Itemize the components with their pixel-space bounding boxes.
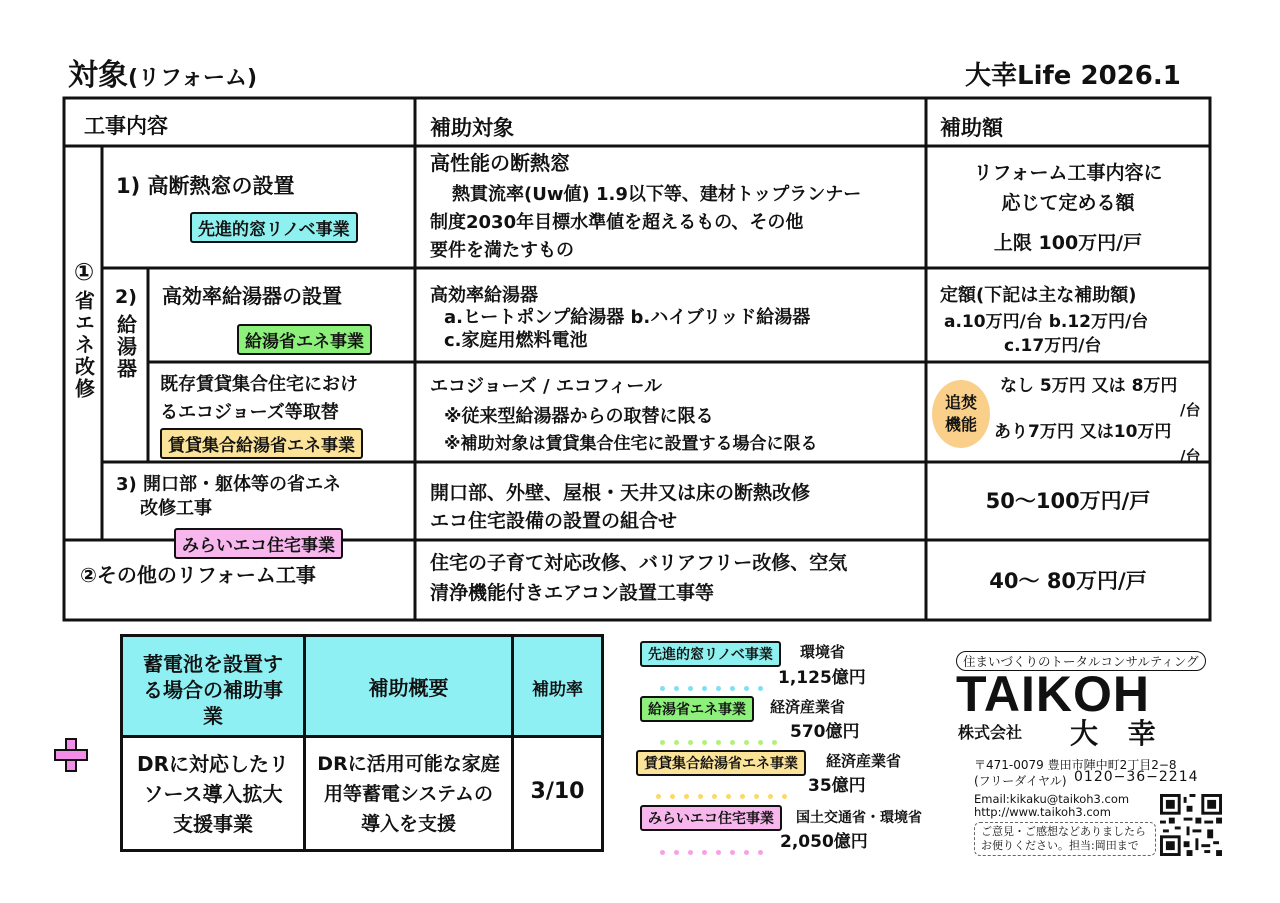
row3-amount-l1: なし 5万円 又は 8万円 [1000,376,1178,396]
row5-amount: 40～ 80万円/戸 [989,569,1147,593]
row2-amount-l2: a.10万円/台 b.12万円/台 [944,312,1149,332]
group1-num: ① [73,258,95,286]
company-note-l2: お便りください。担当:岡田まで [981,839,1139,852]
tag-chintai-kyuto: 賃貸集合給湯省エネ事業 [160,428,363,459]
battery-h3: 補助率 [532,680,583,700]
oidaki-badge-text: 追焚機能 [944,393,977,434]
tag-mirai-eco: みらいエコ住宅事業 [174,528,343,559]
company-kabushiki: 株式会社 [958,723,1023,742]
row2-work: 高効率給湯器の設置 [162,284,342,308]
row3-work-l2: るエコジョーズ等取替 [160,402,339,423]
row3-target-l3: ※補助対象は賃貸集合住宅に設置する場合に限る [444,434,818,454]
company-note-l1: ご意見・ご感想などありましたら [981,825,1146,838]
budget-tag-2: 給湯省エネ事業 [640,696,754,722]
plus-icon [54,738,88,772]
col-header-work: 工事内容 [84,114,168,138]
budget-amount-2: 570億円 [790,722,860,742]
title-main: 対象 [68,58,128,93]
company-note [974,822,1156,856]
battery-c2: DRに活用可能な家庭用等蓄電システムの導入を支援 [317,753,500,835]
budget-dots-4 [660,840,772,848]
row3-target-l1: エコジョーズ / エコフィール [430,376,663,397]
qr-code-icon [1160,794,1222,856]
budget-ministry-2: 経済産業省 [770,698,846,716]
group1-label [68,258,100,400]
row2-target-l3: c.家庭用燃料電池 [444,330,588,351]
row4-target-l2: エコ住宅設備の設置の組合せ [430,510,678,532]
row4-work-l2: 改修工事 [140,498,212,519]
budget-ministry-4: 国土交通省・環境省 [796,810,922,826]
row4-work-l1: 3) 開口部・躯体等の省エネ [116,474,342,495]
budget-tag-1: 先進的窓リノベ事業 [640,641,781,667]
company-address: 〒471-0079 豊田市陣中町2丁目2−8 [974,758,1177,772]
tag-sentan-mado: 先進的窓リノベ事業 [190,212,358,243]
row1-target-l1: 熱貫流率(Uw値) 1.9以下等、建材トップランナー [452,184,862,205]
company-freedial: 0120−36−2214 [1074,769,1199,785]
row2-target-l1: 高効率給湯器 [430,285,538,306]
row2-amount-l1: 定額(下記は主な補助額) [940,285,1137,306]
battery-h2: 補助概要 [368,676,449,700]
row3-amount-l2: /台 [1180,401,1201,419]
row5-target-l1: 住宅の子育て対応改修、バリアフリー改修、空気 [430,552,848,574]
group2-text: 給湯器 [113,314,138,380]
row1-target-title: 高性能の断熱窓 [430,151,570,175]
row1-amount-l3: 上限 100万円/戸 [993,232,1143,254]
budget-amount-1: 1,125億円 [778,668,866,688]
battery-h1: 蓄電池を設置する場合の補助事業 [143,652,283,728]
group2-label [106,286,146,380]
row1-amount-l1: リフォーム工事内容に [973,162,1163,184]
company-freedial-label: (フリーダイヤル) [974,774,1067,788]
brand-date: 大幸Life 2026.1 [965,61,1181,91]
budget-amount-4: 2,050億円 [780,832,868,852]
group2-num: 2) [115,286,137,308]
group1-text: 省エネ改修 [71,290,96,400]
budget-dots-2 [660,730,786,738]
battery-table [120,634,604,852]
row1-amount-l2: 応じて定める額 [1001,192,1135,214]
row3-amount-l4: /台 [1180,447,1201,465]
company-web: http://www.taikoh3.com [974,805,1111,819]
row2-target-l2: a.ヒートポンプ給湯器 b.ハイブリッド給湯器 [444,307,811,328]
row5-work: ②その他のリフォーム工事 [80,563,316,587]
row5-target-l2: 清浄機能付きエアコン設置工事等 [430,582,715,604]
row1-target-l2: 制度2030年目標水準値を超えるもの、その他 [430,212,804,233]
row4-amount: 50～100万円/戸 [985,489,1151,513]
title-sub: (リフォーム) [128,66,258,91]
tag-kyuto-shoene: 給湯省エネ事業 [237,324,372,355]
budget-tag-3: 賃貸集合給湯省エネ事業 [636,750,806,776]
battery-c1: DRに対応したリソース導入拡大支援事業 [136,752,289,836]
row1-work: 1) 高断熱窓の設置 [116,174,295,198]
col-header-amount: 補助額 [940,116,1003,140]
budget-ministry-1: 環境省 [800,643,846,661]
row2-amount-l3: c.17万円/台 [1004,336,1102,356]
company-name: 大 幸 [1070,717,1166,750]
budget-dots-1 [660,676,772,684]
row3-work-l1: 既存賃貸集合住宅におけ [160,374,358,395]
battery-c3: 3/10 [530,779,585,804]
budget-amount-3: 35億円 [808,776,866,796]
oidaki-badge [932,380,990,448]
row3-amount-l3: あり7万円 又は10万円 [994,422,1172,442]
budget-ministry-3: 経済産業省 [826,752,902,770]
company-email: Email:kikaku@taikoh3.com [974,792,1130,806]
row1-target-l3: 要件を満たすもの [430,240,574,261]
company-logo: TAIKOH [956,666,1150,722]
col-header-target: 補助対象 [430,116,514,140]
budget-dots-3 [656,784,796,792]
row3-target-l2: ※従来型給湯器からの取替に限る [444,406,714,427]
company-tagline: 住まいづくりのトータルコンサルティング [956,651,1206,671]
row4-target-l1: 開口部、外壁、屋根・天井又は床の断熱改修 [430,482,811,504]
budget-tag-4: みらいエコ住宅事業 [640,805,782,831]
row1-amount [926,160,1210,256]
